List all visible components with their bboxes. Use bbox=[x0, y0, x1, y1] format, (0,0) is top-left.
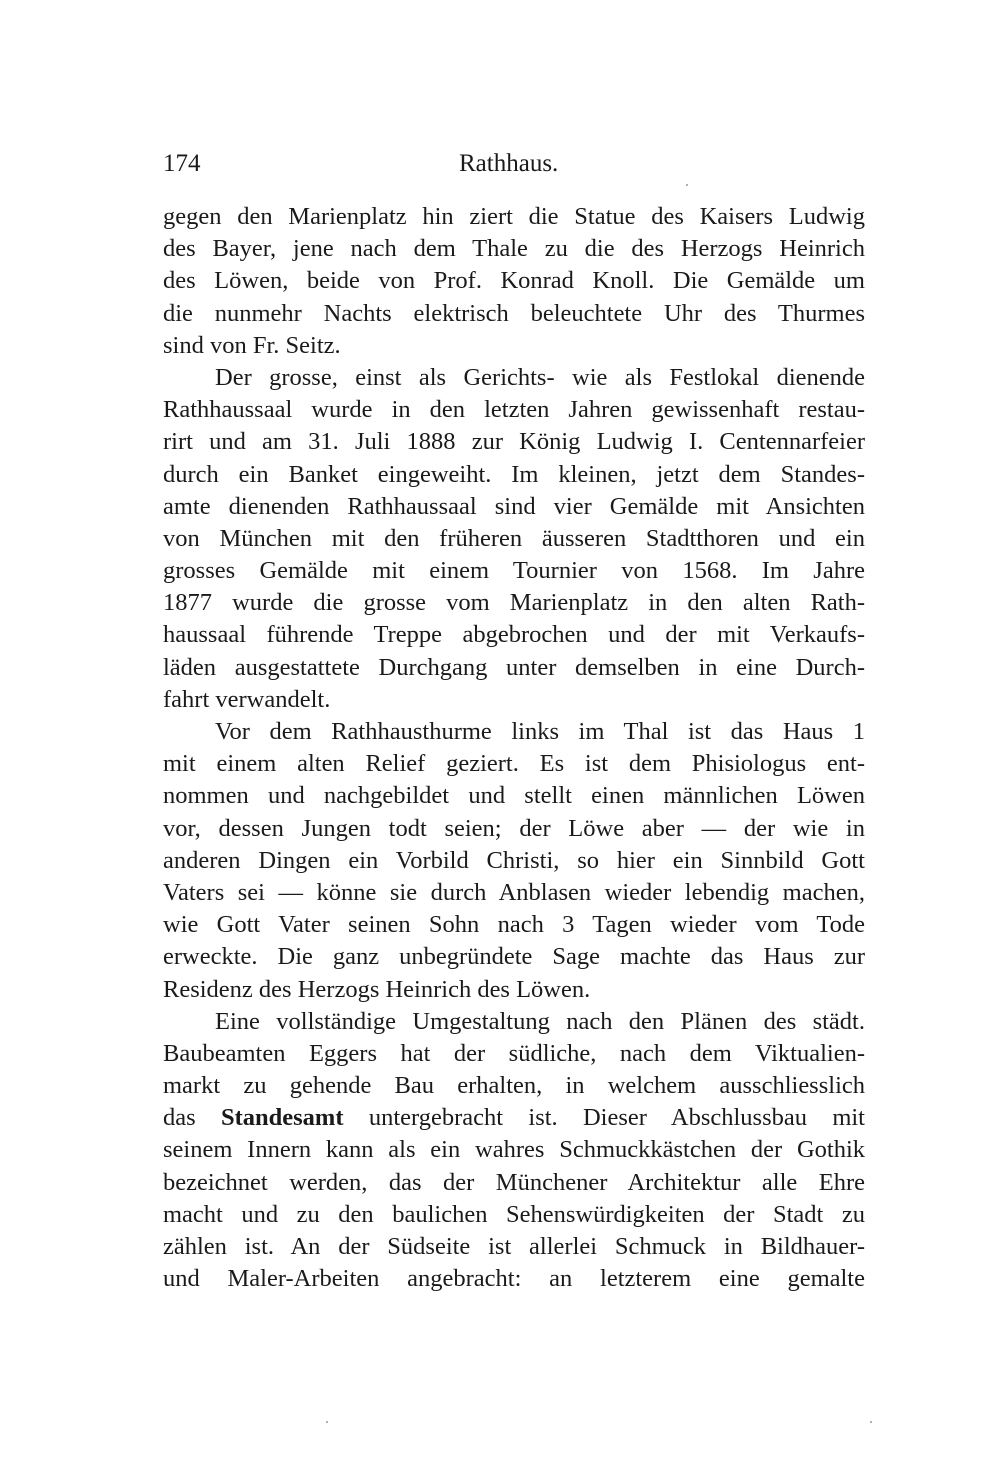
scan-speck bbox=[326, 1421, 328, 1423]
text-line: seinem Innern kann als ein wahres Schmuckkästchen der Gothik bbox=[163, 1136, 865, 1164]
running-head: Rathhaus. bbox=[459, 150, 559, 177]
text-line bbox=[163, 1102, 865, 1134]
text-line: anderen Dingen ein Vorbild Christi, so hier ein Sinnbild Gott bbox=[163, 846, 865, 874]
text-line: amte dienenden Rathhaussaal sind vier Gemälde mit Ansichten bbox=[163, 492, 865, 520]
text-segment: untergebracht ist. Dieser Abschlussbau mit bbox=[343, 1104, 865, 1132]
scan-speck bbox=[686, 184, 688, 186]
paragraph-first-line: Vor dem Rathhausthurme links im Thal ist das Haus 1 bbox=[215, 718, 865, 745]
paragraph-first-line: Der grosse, einst als Gerichts- wie als Festlokal dienende bbox=[215, 363, 865, 391]
scan-speck bbox=[870, 1421, 872, 1423]
text-line: rirt und am 31. Juli 1888 zur König Ludwig I. Centennarfeier bbox=[163, 428, 865, 456]
bold-term: Standesamt bbox=[220, 1104, 344, 1132]
text-line: und Maler-Arbeiten angebracht: an letzterem eine gemalte bbox=[163, 1265, 865, 1293]
text-line: sind von Fr. Seitz. bbox=[163, 331, 341, 359]
text-line: des Löwen, beide von Prof. Konrad Knoll. Die Gemälde um bbox=[163, 267, 865, 295]
text-line: erweckte. Die ganz unbegründete Sage machte das Haus zur bbox=[163, 943, 865, 971]
text-line: haussaal führende Treppe abgebrochen und der mit Verkaufs- bbox=[163, 621, 865, 649]
text-line: zählen ist. An der Südseite ist allerlei Schmuck in Bildhauer- bbox=[163, 1233, 865, 1260]
text-line: markt zu gehende Bau erhalten, in welchem ausschliesslich bbox=[163, 1072, 865, 1100]
text-line: Rathhaussaal wurde in den letzten Jahren gewissenhaft restau- bbox=[163, 396, 865, 424]
text-line: macht und zu den baulichen Sehenswürdigkeiten der Stadt zu bbox=[163, 1200, 865, 1228]
text-line: Vaters sei — könne sie durch Anblasen wieder lebendig machen, bbox=[163, 878, 865, 906]
text-line: bezeichnet werden, das der Münchener Architektur alle Ehre bbox=[163, 1168, 865, 1196]
text-line: wie Gott Vater seinen Sohn nach 3 Tagen wieder vom Tode bbox=[163, 911, 865, 939]
page-header bbox=[163, 146, 865, 182]
page-number: 174 bbox=[163, 150, 201, 177]
text-line: Baubeamten Eggers hat der südliche, nach dem Viktualien- bbox=[163, 1039, 865, 1067]
text-line: fahrt verwandelt. bbox=[163, 685, 331, 713]
text-line: des Bayer, jene nach dem Thale zu die des Herzogs Heinrich bbox=[163, 235, 865, 263]
text-line: läden ausgestattete Durchgang unter demselben in eine Durch- bbox=[163, 653, 865, 681]
text-line: gegen den Marienplatz hin ziert die Statue des Kaisers Ludwig bbox=[163, 203, 865, 230]
text-line: durch ein Banket eingeweiht. Im kleinen, jetzt dem Standes- bbox=[163, 460, 865, 488]
text-line: Residenz des Herzogs Heinrich des Löwen. bbox=[163, 975, 591, 1003]
body-text bbox=[163, 201, 865, 1295]
paragraph-first-line: Eine vollständige Umgestaltung nach den Plänen des städt. bbox=[215, 1007, 865, 1035]
text-line: die nunmehr Nachts elektrisch beleuchtete Uhr des Thurmes bbox=[163, 299, 865, 327]
text-line: grosses Gemälde mit einem Tournier von 1568. Im Jahre bbox=[163, 557, 865, 585]
text-line: nommen und nachgebildet und stellt einen männlichen Löwen bbox=[163, 782, 865, 810]
text-line: 1877 wurde die grosse vom Marienplatz in den alten Rath- bbox=[163, 589, 865, 617]
text-segment: das bbox=[163, 1104, 221, 1132]
text-line: mit einem alten Relief geziert. Es ist dem Phisiologus ent- bbox=[163, 750, 865, 778]
text-line: von München mit den früheren äusseren Stadtthoren und ein bbox=[163, 524, 865, 552]
text-line: vor, dessen Jungen todt seien; der Löwe aber — der wie in bbox=[163, 814, 865, 842]
